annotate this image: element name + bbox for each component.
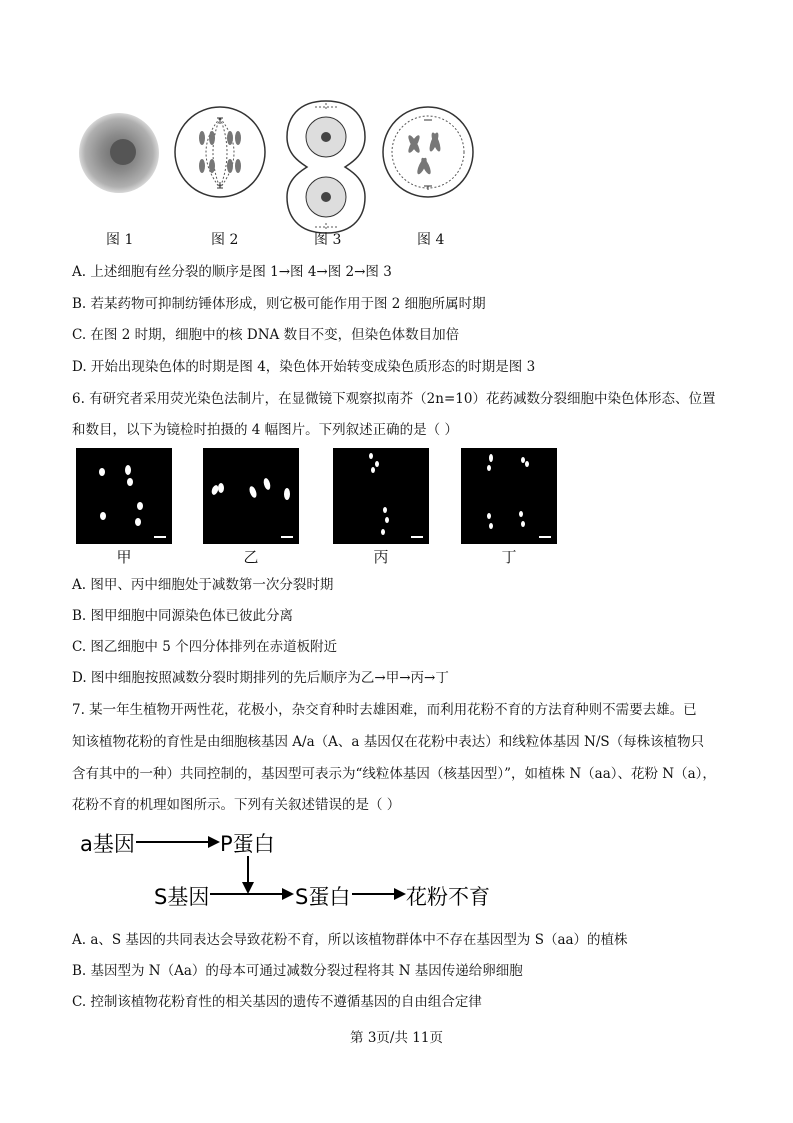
micrograph-label-yi: 乙 <box>243 548 259 566</box>
arrow-s-protein-to-sterile <box>350 884 406 904</box>
q6-option-c: C. 图乙细胞中 5 个四分体排列在赤道板附近 <box>72 639 338 655</box>
q7-stem-line-3: 含有其中的一种）共同控制的，基因型可表示为“线粒体基因（核基因型）”，如植株 N（aa）、花粉 N（a）， <box>72 766 716 782</box>
pollen-sterile-node: 花粉不育 <box>406 885 490 909</box>
q6-option-d: D. 图中细胞按照减数分裂时期排列的先后顺序为乙→甲→丙→丁 <box>72 670 449 686</box>
q7-option-a: A. a、S 基因的共同表达会导致花粉不育，所以该植物群体中不存在基因型为 S（aa）的植株 <box>72 932 628 948</box>
q7-option-b: B. 基因型为 N（Aa）的母本可通过减数分裂过程将其 N 基因传递给卵细胞 <box>72 963 523 979</box>
s-gene-node: S基因 <box>154 885 210 909</box>
figure-3-cell-diagram <box>285 97 367 237</box>
micrograph-label-ding: 丁 <box>501 548 517 566</box>
micrograph-label-bing: 丙 <box>373 548 389 566</box>
figure-3-label: 图 3 <box>314 232 342 248</box>
micrograph-ding <box>461 448 557 544</box>
figure-2-label: 图 2 <box>211 232 239 248</box>
p-protein-node: P蛋白 <box>220 832 275 856</box>
q5-option-c: C. 在图 2 时期，细胞中的核 DNA 数目不变，但染色体数目加倍 <box>72 327 460 343</box>
q6-option-a: A. 图甲、丙中细胞处于减数第一次分裂时期 <box>72 577 334 593</box>
micrograph-label-jia: 甲 <box>116 548 132 566</box>
micrograph-jia <box>76 448 172 544</box>
q6-option-b: B. 图甲细胞中同源染色体已彼此分离 <box>72 608 294 624</box>
figure-4-cell-diagram <box>380 104 476 200</box>
figure-1-cell-image <box>76 110 162 196</box>
q5-option-b: B. 若某药物可抑制纺锤体形成，则它极可能作用于图 2 细胞所属时期 <box>72 296 486 312</box>
q5-option-d: D. 开始出现染色体的时期是图 4，染色体开始转变成染色质形态的时期是图 3 <box>72 359 536 375</box>
q7-stem-line-2: 知该植物花粉的育性是由细胞核基因 A/a（A、a 基因仅在花粉中表达）和线粒体基因 N/S（每株该植物只 <box>72 734 705 750</box>
q5-option-a: A. 上述细胞有丝分裂的顺序是图 1→图 4→图 2→图 3 <box>72 264 392 280</box>
a-gene-node: a基因 <box>80 832 135 856</box>
arrow-s-gene-to-s-protein <box>208 884 294 904</box>
micrograph-bing <box>333 448 429 544</box>
q6-stem-line-1: 6. 有研究者采用荧光染色法制片，在显微镜下观察拟南芥（2n=10）花药减数分裂细胞中染色体形态、位置 <box>72 391 716 407</box>
q7-option-c: C. 控制该植物花粉育性的相关基因的遗传不遵循基因的自由组合定律 <box>72 994 482 1010</box>
micrograph-yi <box>203 448 299 544</box>
figure-2-cell-diagram <box>172 104 268 200</box>
figure-1-label: 图 1 <box>106 232 134 248</box>
q7-stem-line-1: 7. 某一年生植物开两性花，花极小，杂交育种时去雄困难，而利用花粉不育的方法育种则不需要去雄。已 <box>72 702 697 718</box>
q7-stem-line-4: 花粉不育的机理如图所示。下列有关叙述错误的是（ ） <box>72 797 401 813</box>
q6-stem-line-2: 和数目，以下为镜检时拍摄的 4 幅图片。下列叙述正确的是（ ） <box>72 422 458 438</box>
arrow-a-to-p <box>134 832 220 852</box>
figure-4-label: 图 4 <box>417 232 445 248</box>
page-footer: 第 3页/共 11页 <box>350 1030 443 1046</box>
s-protein-node: S蛋白 <box>295 885 351 909</box>
